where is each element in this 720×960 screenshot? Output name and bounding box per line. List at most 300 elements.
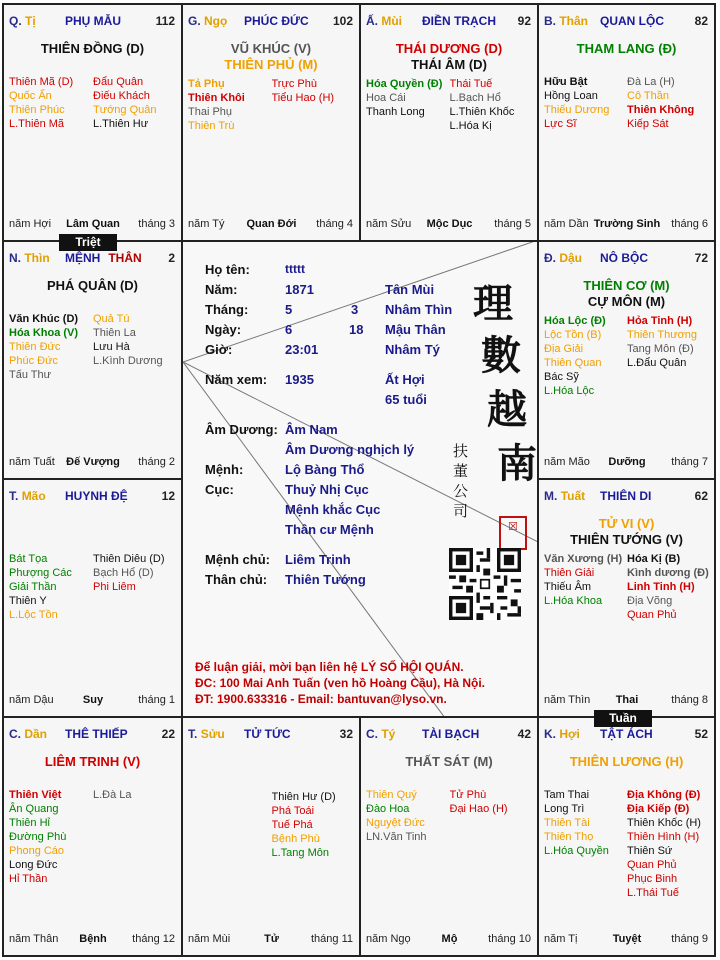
minor-star: Địa Không (Đ) xyxy=(627,789,701,801)
minor-star: Thiên Thọ xyxy=(544,831,594,843)
minor-star: Thiên Tài xyxy=(544,817,590,829)
minor-star: Linh Tinh (H) xyxy=(627,581,695,593)
minor-star: Bạch Hổ (D) xyxy=(93,567,154,579)
month-label: Tháng: xyxy=(205,302,249,317)
minor-star: Quan Phủ xyxy=(627,859,677,871)
view-year-value: 1935 xyxy=(285,372,314,387)
palace-ty xyxy=(361,718,539,955)
palace-footer xyxy=(544,933,710,947)
major-star: PHÁ QUÂN (D) xyxy=(47,278,138,293)
minor-star: L.Đà La xyxy=(93,789,132,801)
palace-branch: Thân xyxy=(559,14,589,28)
minor-star: L.Hóa Lộc xyxy=(544,385,595,397)
minor-star: Thiên Phúc xyxy=(9,104,65,116)
minor-star: Lộc Tồn (B) xyxy=(544,329,602,341)
minor-star: Giải Thần xyxy=(9,581,57,593)
palace-stage: Lâm Quan xyxy=(66,218,120,230)
minor-star: L.Hóa Kị xyxy=(449,120,492,132)
minor-stars-left xyxy=(544,788,627,900)
name-value: ttttt xyxy=(285,262,305,276)
palace-footer xyxy=(544,218,710,232)
year-can: Tân Mùi xyxy=(385,282,435,297)
minor-star: Thiên Giải xyxy=(544,567,595,579)
palace-header xyxy=(366,727,533,741)
minor-star: Thanh Long xyxy=(366,106,425,118)
palace-stem: B. xyxy=(544,14,556,28)
small-char-3: 公 xyxy=(453,482,469,500)
palace-month: tháng 12 xyxy=(132,933,175,945)
palace-month: tháng 7 xyxy=(671,456,708,468)
minor-star: Thiên Không xyxy=(627,104,695,116)
palace-year: năm Thìn xyxy=(544,694,591,706)
minor-stars-right xyxy=(450,77,534,133)
than-chu-label: Thân chủ: xyxy=(205,572,268,587)
day-lunar: 18 xyxy=(349,322,364,337)
minor-stars xyxy=(9,312,177,382)
small-char-1: 扶 xyxy=(453,442,469,460)
minor-stars xyxy=(544,788,710,900)
palace-header xyxy=(188,727,355,741)
palace-stem: Đ. xyxy=(544,251,556,265)
palace-header xyxy=(544,489,710,503)
palace-mao xyxy=(4,480,183,718)
minor-star: Hóa Quyền (Đ) xyxy=(366,78,443,90)
minor-star: Hoa Cái xyxy=(366,92,406,104)
major-star: THIÊN LƯƠNG (H) xyxy=(569,754,684,769)
menh-value: Lộ Bàng Thổ xyxy=(285,462,365,477)
palace-age-number: 22 xyxy=(161,727,175,741)
palace-stage: Thai xyxy=(615,694,639,706)
minor-star: Thiên Mã (D) xyxy=(9,76,74,88)
minor-stars-right xyxy=(627,314,710,398)
minor-stars-left xyxy=(366,77,450,133)
palace-stage: Dưỡng xyxy=(608,456,646,468)
minor-stars-left xyxy=(9,75,93,131)
minor-star: Quả Tú xyxy=(93,313,130,325)
minor-star: Thiên Việt xyxy=(9,789,62,801)
minor-star: Thiên Diêu (D) xyxy=(93,553,165,565)
palace-year: năm Dần xyxy=(544,218,589,230)
palace-year: năm Tị xyxy=(544,933,578,945)
major-star: THAM LANG (Đ) xyxy=(576,41,677,56)
major-star: THIÊN CƠ (M) xyxy=(583,278,670,293)
palace-stage: Mộ xyxy=(441,933,458,945)
minor-star: Tả Phụ xyxy=(188,78,225,90)
minor-stars-right xyxy=(627,552,710,622)
major-star: THẤT SÁT (M) xyxy=(405,754,493,769)
palace-stem: K. xyxy=(544,727,556,741)
minor-star: Địa Giải xyxy=(544,343,584,355)
minor-stars-left xyxy=(9,312,93,382)
minor-star: Thiên La xyxy=(93,327,136,339)
name-label: Họ tên: xyxy=(205,262,250,277)
minor-star: Bát Tọa xyxy=(9,553,48,565)
minor-star: Tấu Thư xyxy=(9,369,52,381)
palace-year: năm Tuất xyxy=(9,456,55,468)
month-lunar: 3 xyxy=(351,302,359,317)
calligraphy-char-3: 越 xyxy=(487,386,527,433)
cuc-label: Cục: xyxy=(205,482,234,497)
minor-star: Thiên Y xyxy=(9,595,47,607)
palace-year: năm Sửu xyxy=(366,218,412,230)
minor-star: Hỉ Thần xyxy=(9,873,48,885)
minor-stars-left xyxy=(544,314,627,398)
minor-star: Tuế Phá xyxy=(271,819,313,831)
palace-stem: T. xyxy=(188,727,198,741)
palace-header xyxy=(9,14,177,28)
month-can: Nhâm Thìn xyxy=(385,302,453,317)
minor-star: Thái Tuế xyxy=(449,78,493,90)
calligraphy-char-2: 數 xyxy=(481,332,521,379)
palace-month: tháng 4 xyxy=(316,218,353,230)
minor-star: Thiên Hỉ xyxy=(9,817,50,829)
palace-than xyxy=(539,5,714,242)
palace-stem: Q. xyxy=(9,14,22,28)
major-star: VŨ KHÚC (V) xyxy=(230,41,312,56)
minor-stars xyxy=(9,552,177,622)
palace-stem: G. xyxy=(188,14,201,28)
minor-star: Phục Binh xyxy=(627,873,678,885)
minor-star: L.Tang Môn xyxy=(271,847,329,859)
cuc-value: Thuỷ Nhị Cục xyxy=(285,482,369,497)
minor-star: Đường Phù xyxy=(9,831,67,843)
qr-code-icon xyxy=(449,548,521,620)
palace-month: tháng 5 xyxy=(494,218,531,230)
minor-star: L.Kình Dương xyxy=(93,355,163,367)
minor-stars-left xyxy=(544,75,627,131)
minor-star: Quan Phủ xyxy=(627,609,677,621)
minor-stars-right xyxy=(627,75,710,131)
amduong-label: Âm Dương: xyxy=(205,422,278,437)
triet-marker: Triệt xyxy=(59,234,117,251)
palace-stage: Quan Đới xyxy=(246,218,297,230)
minor-star: Thiên Quan xyxy=(544,357,602,369)
major-star: THIÊN TƯỚNG (V) xyxy=(570,532,683,547)
minor-star: Thiên Đức xyxy=(9,341,61,353)
major-stars xyxy=(539,41,714,57)
palace-age-number: 92 xyxy=(517,14,531,28)
minor-star: Lực Sĩ xyxy=(544,118,577,130)
calligraphy-char-1: 理 xyxy=(473,280,513,327)
minor-star: Tam Thai xyxy=(544,789,590,801)
minor-stars-left xyxy=(188,790,272,860)
palace-name: PHÚC ĐỨC xyxy=(244,14,309,28)
palace-dan xyxy=(4,718,183,955)
palace-name: TẬT ÁCH xyxy=(600,727,653,741)
day-can: Mậu Thân xyxy=(385,322,446,337)
minor-star: Tướng Quân xyxy=(93,104,157,116)
minor-star: Phá Toái xyxy=(271,805,315,817)
major-stars xyxy=(539,516,714,548)
view-year-can: Ất Hợi xyxy=(385,372,425,387)
minor-star: Lưu Hà xyxy=(93,341,130,353)
day-solar: 6 xyxy=(285,322,293,337)
minor-stars xyxy=(188,77,355,133)
minor-star: L.Thiên Khốc xyxy=(449,106,515,118)
palace-footer xyxy=(9,456,177,470)
minor-star: L.Hóa Quyền xyxy=(544,845,609,857)
minor-stars-right xyxy=(627,788,710,900)
minor-star: Thiên Hư (D) xyxy=(271,791,336,803)
palace-age-number: 2 xyxy=(168,251,175,265)
palace-footer xyxy=(9,933,177,947)
minor-star: Hữu Bật xyxy=(544,76,588,88)
palace-year: năm Dậu xyxy=(9,694,54,706)
major-star: CỰ MÔN (M) xyxy=(587,294,666,309)
palace-ti xyxy=(4,5,183,242)
minor-stars-right xyxy=(93,312,177,382)
palace-branch: Tị xyxy=(25,14,36,28)
palace-month: tháng 9 xyxy=(671,933,708,945)
age-value: 65 tuổi xyxy=(385,392,427,407)
hour-value: 23:01 xyxy=(285,342,319,357)
calligraphy-char-4: 南 xyxy=(497,440,537,487)
palace-stem: T. xyxy=(9,489,19,503)
minor-star: L.Lộc Tồn xyxy=(9,609,58,621)
minor-star: Thiên Hình (H) xyxy=(627,831,700,843)
palace-month: tháng 11 xyxy=(310,933,353,945)
minor-stars-right xyxy=(450,788,534,844)
minor-star: Văn Xương (H) xyxy=(544,553,623,565)
than-chu-value: Thiên Tướng xyxy=(285,572,366,587)
minor-stars-right xyxy=(93,552,177,622)
major-stars xyxy=(183,41,359,73)
minor-star: Kình dương (Đ) xyxy=(627,567,709,579)
palace-header xyxy=(9,251,177,265)
minor-stars xyxy=(366,788,533,844)
minor-star: Kiếp Sát xyxy=(627,118,669,130)
palace-branch: Mùi xyxy=(381,14,403,28)
minor-star: Thiên Quý xyxy=(366,789,417,801)
minor-star: Địa Võng xyxy=(627,595,673,607)
minor-stars xyxy=(544,314,710,398)
palace-age-number: 32 xyxy=(339,727,353,741)
palace-month: tháng 10 xyxy=(488,933,531,945)
minor-stars-right xyxy=(272,790,356,860)
minor-star: Tử Phù xyxy=(449,789,487,801)
palace-ngo xyxy=(183,5,361,242)
minor-star: LN.Văn Tinh xyxy=(366,831,427,843)
minor-star: L.Đẩu Quân xyxy=(627,357,687,369)
minor-star: Đào Hoa xyxy=(366,803,410,815)
palace-mui xyxy=(361,5,539,242)
minor-star: Cô Thần xyxy=(627,90,669,102)
palace-name: THIÊN DI xyxy=(600,489,652,503)
major-stars xyxy=(539,754,714,770)
palace-name: TỬ TỨC xyxy=(244,727,291,741)
palace-stage: Suy xyxy=(82,694,104,706)
palace-stage: Tuyệt xyxy=(612,933,642,945)
minor-star: Thiếu Dương xyxy=(544,104,610,116)
palace-year: năm Ngọ xyxy=(366,933,411,945)
palace-year: năm Thân xyxy=(9,933,59,945)
palace-footer xyxy=(366,933,533,947)
palace-stem: C. xyxy=(366,727,378,741)
palace-year: năm Hợi xyxy=(9,218,52,230)
minor-star: Đại Hao (H) xyxy=(449,803,508,815)
palace-year: năm Mùi xyxy=(188,933,231,945)
center-info-panel xyxy=(183,242,539,718)
palace-month: tháng 6 xyxy=(671,218,708,230)
than-position: Thân cư Mệnh xyxy=(285,522,374,537)
palace-branch: Ngọ xyxy=(204,14,228,28)
minor-stars xyxy=(9,788,177,886)
palace-footer xyxy=(188,933,355,947)
palace-year: năm Tý xyxy=(188,218,225,230)
major-star: LIÊM TRINH (V) xyxy=(44,754,141,769)
palace-month: tháng 8 xyxy=(671,694,708,706)
minor-star: Thiên Thương xyxy=(627,329,698,341)
minor-star: L.Hóa Khoa xyxy=(544,595,603,607)
contact-line-2: ĐC: 100 Mai Anh Tuấn (ven hồ Hoàng Cầu), Hà Nội. xyxy=(195,676,486,690)
palace-name: THÊ THIẾP xyxy=(65,727,128,741)
palace-age-number: 12 xyxy=(161,489,175,503)
minor-stars-right xyxy=(93,75,177,131)
palace-branch: Mão xyxy=(21,489,46,503)
contact-line-3: ĐT: 1900.633316 - Email: bantuvan@lyso.vn. xyxy=(195,692,447,706)
palace-name: ĐIỀN TRẠCH xyxy=(422,14,496,28)
minor-star: Ân Quang xyxy=(9,803,59,815)
major-stars xyxy=(4,278,181,294)
palace-name: MỆNH THÂN xyxy=(65,251,142,265)
day-label: Ngày: xyxy=(205,322,242,337)
palace-footer xyxy=(9,694,177,708)
minor-star: Thiên Trù xyxy=(188,120,235,132)
amduong-value: Âm Nam xyxy=(285,422,338,437)
palace-footer xyxy=(544,694,710,708)
minor-star: Thiên Sứ xyxy=(627,845,673,857)
palace-branch: Sửu xyxy=(200,727,225,741)
palace-header xyxy=(9,489,177,503)
palace-header xyxy=(188,14,355,28)
minor-star: Thiên Khốc (H) xyxy=(627,817,701,829)
minor-stars-left xyxy=(544,552,627,622)
palace-month: tháng 2 xyxy=(138,456,175,468)
palace-header xyxy=(9,727,177,741)
minor-star: L.Bạch Hổ xyxy=(449,92,501,104)
palace-than-marker: THÂN xyxy=(108,251,142,265)
minor-star: Bác Sỹ xyxy=(544,371,579,383)
palace-stage: Trường Sinh xyxy=(593,218,661,230)
menh-chu-label: Mệnh chủ: xyxy=(205,552,270,567)
palace-hoi xyxy=(539,718,714,955)
palace-branch: Dần xyxy=(24,727,48,741)
palace-month: tháng 1 xyxy=(138,694,175,706)
small-char-2: 董 xyxy=(453,462,469,480)
minor-star: Hồng Loan xyxy=(544,90,598,102)
minor-star: Địa Kiếp (Đ) xyxy=(627,803,690,815)
minor-star: L.Thái Tuế xyxy=(627,887,679,899)
palace-stage: Tử xyxy=(264,933,279,945)
major-star: THIÊN PHỦ (M) xyxy=(224,57,318,72)
hour-can: Nhâm Tý xyxy=(385,342,440,357)
palace-age-number: 82 xyxy=(694,14,708,28)
palace-name: QUAN LỘC xyxy=(600,14,664,28)
minor-star: Thiên Khôi xyxy=(188,92,245,104)
palace-branch: Thìn xyxy=(24,251,50,265)
palace-name: NÔ BỘC xyxy=(600,251,648,265)
palace-thin xyxy=(4,242,183,480)
minor-stars xyxy=(366,77,533,133)
palace-age-number: 112 xyxy=(155,14,175,28)
palace-footer xyxy=(9,218,177,232)
palace-age-number: 102 xyxy=(332,14,353,28)
minor-stars-left xyxy=(9,788,93,886)
small-char-4: 司 xyxy=(453,502,469,520)
minor-star: Trực Phù xyxy=(271,78,317,90)
palace-name: HUYNH ĐỆ xyxy=(65,489,128,503)
major-stars xyxy=(539,278,714,310)
minor-stars xyxy=(544,552,710,622)
minor-star: Thai Phụ xyxy=(188,106,233,118)
minor-star: Tiểu Hao (H) xyxy=(271,92,335,104)
major-stars xyxy=(4,754,181,770)
major-star: THÁI ÂM (D) xyxy=(411,57,487,72)
minor-star: Điếu Khách xyxy=(93,90,150,102)
palace-stem: M. xyxy=(544,489,558,503)
palace-year: năm Mão xyxy=(544,456,590,468)
minor-stars xyxy=(9,75,177,131)
major-star: TỬ VI (V) xyxy=(598,516,655,531)
tuan-marker: Tuần xyxy=(594,710,652,727)
palace-suu xyxy=(183,718,361,955)
horoscope-chart xyxy=(2,3,716,957)
palace-name: PHỤ MẪU xyxy=(65,14,121,28)
minor-star: Tang Môn (Đ) xyxy=(627,343,694,355)
minor-stars xyxy=(544,75,710,131)
menh-chu-value: Liêm Trinh xyxy=(285,552,351,567)
hour-label: Giờ: xyxy=(205,342,233,357)
palace-tuat xyxy=(539,480,714,718)
minor-star: Bệnh Phù xyxy=(271,833,320,845)
palace-stem: N. xyxy=(9,251,21,265)
minor-stars-left xyxy=(9,552,93,622)
palace-month: tháng 3 xyxy=(138,218,175,230)
minor-stars-right xyxy=(272,77,356,133)
minor-star: Phúc Đức xyxy=(9,355,58,367)
minor-star: Hỏa Tinh (H) xyxy=(627,315,693,327)
minor-star: Văn Khúc (D) xyxy=(9,313,79,325)
minor-stars xyxy=(188,790,355,860)
palace-stage: Bệnh xyxy=(79,933,107,945)
major-stars xyxy=(361,754,537,770)
palace-stage: Đế Vượng xyxy=(66,456,120,468)
palace-header xyxy=(544,251,710,265)
year-label: Năm: xyxy=(205,282,238,297)
palace-footer xyxy=(188,218,355,232)
palace-header xyxy=(544,14,710,28)
minor-star: Phong Cáo xyxy=(9,845,65,857)
minor-star: L.Thiên Hư xyxy=(93,118,149,130)
minor-stars-right xyxy=(93,788,177,886)
amduong-note: Âm Dương nghịch lý xyxy=(285,442,415,457)
palace-age-number: 52 xyxy=(694,727,708,741)
palace-stem: C. xyxy=(9,727,21,741)
palace-age-number: 62 xyxy=(694,489,708,503)
palace-name: TÀI BẠCH xyxy=(422,727,480,741)
minor-star: L.Thiên Mã xyxy=(9,118,65,130)
minor-star: Hóa Lộc (Đ) xyxy=(544,315,606,327)
minor-stars-left xyxy=(188,77,272,133)
palace-stem: Ấ. xyxy=(366,14,378,28)
minor-star: Quốc Ấn xyxy=(9,90,52,102)
palace-age-number: 72 xyxy=(694,251,708,265)
palace-footer xyxy=(366,218,533,232)
cuc-relation: Mệnh khắc Cục xyxy=(285,502,381,517)
view-year-label: Năm xem: xyxy=(205,372,268,387)
palace-branch: Tuất xyxy=(560,489,586,503)
contact-line-1: Để luận giải, mời bạn liên hệ LÝ SỐ HỘI QUÁN. xyxy=(195,660,464,674)
